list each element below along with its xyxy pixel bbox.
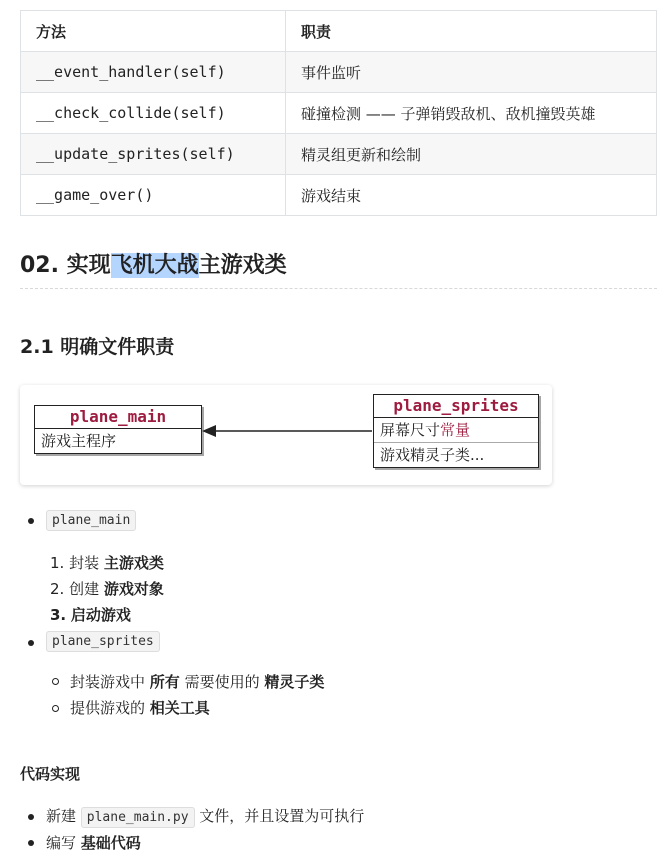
sub-text: 提供游戏的: [70, 699, 150, 717]
ordered-item: [50, 604, 131, 625]
plane-sprites-box: [373, 394, 539, 468]
ordered-bold: 游戏对象: [103, 580, 164, 598]
constant-text: 常量: [440, 421, 471, 439]
sub-text: 封装游戏中: [70, 673, 150, 691]
inline-code: plane_sprites: [46, 631, 160, 652]
table-header-row: [21, 11, 657, 52]
ordered-number: 3.: [50, 606, 67, 624]
plane-main-box-line: 游戏主程序: [41, 432, 117, 450]
table-row: [21, 93, 657, 134]
plane-main-box: [34, 405, 202, 454]
ordered-text: 创建: [69, 580, 104, 598]
method-cell: __update_sprites(self): [21, 134, 286, 175]
item-text: 文件，并且设置为可执行: [194, 807, 365, 825]
section-title: [20, 248, 287, 279]
section-divider: [20, 288, 657, 289]
item-text: 新建: [46, 807, 81, 825]
bullet: [28, 814, 34, 820]
header-duty: 职责: [286, 11, 657, 52]
duty-cell: 精灵组更新和绘制: [286, 134, 657, 175]
duty-cell: 碰撞检测 —— 子弹销毁敌机、敌机撞毁英雄: [286, 93, 657, 134]
duty-cell: 事件监听: [286, 52, 657, 93]
plane-sprites-box-line-1: [374, 418, 538, 442]
sub-bold: 精灵子类: [264, 673, 325, 691]
ordered-number: 2.: [50, 580, 65, 598]
code-section-title: 代码实现: [20, 765, 81, 783]
item-text: 编写: [46, 834, 81, 852]
sub-list-item: [70, 697, 210, 718]
inline-code: plane_main: [46, 510, 136, 531]
subsection-title: 2.1 明确文件职责: [20, 336, 175, 358]
ordered-item: [50, 552, 164, 573]
list-item: [46, 832, 141, 853]
plane-sprites-box-line-2: 游戏精灵子类...: [374, 442, 538, 467]
ordered-number: 1.: [50, 554, 65, 572]
method-cell: __event_handler(self): [21, 52, 286, 93]
list-item: [46, 510, 136, 528]
ordered-text: 封装: [69, 554, 104, 572]
section-title-suffix: 主游戏类: [198, 253, 287, 278]
dependency-arrow: [200, 421, 374, 441]
list-item: [46, 631, 160, 649]
ordered-bold: 主游戏类: [103, 554, 164, 572]
hollow-bullet: [52, 705, 59, 712]
method-cell: __check_collide(self): [21, 93, 286, 134]
bullet: [28, 640, 34, 646]
table-row: [21, 52, 657, 93]
bullet: [28, 840, 34, 846]
plane-main-box-title: plane_main: [35, 406, 201, 429]
bullet: [28, 518, 34, 524]
duty-cell: 游戏结束: [286, 175, 657, 216]
file-responsibility-diagram: [20, 385, 552, 485]
screen-size-text: 屏幕尺寸: [380, 421, 441, 439]
sub-list-item: [70, 671, 324, 692]
inline-code: plane_main.py: [81, 807, 195, 828]
item-bold: 基础代码: [80, 834, 141, 852]
sub-bold: 相关工具: [149, 699, 210, 717]
header-method: 方法: [21, 11, 286, 52]
sub-bold: 所有: [149, 673, 180, 691]
plane-sprites-box-title: plane_sprites: [374, 395, 538, 418]
table-row: [21, 134, 657, 175]
ordered-bold: 启动游戏: [70, 606, 131, 624]
section-title-prefix: 02. 实现: [20, 253, 111, 278]
hollow-bullet: [52, 678, 59, 685]
ordered-item: [50, 578, 164, 599]
list-item: [46, 805, 364, 826]
selected-text[interactable]: 飞机大战: [110, 253, 199, 278]
sub-text: 需要使用的: [179, 673, 265, 691]
method-cell: __game_over(): [21, 175, 286, 216]
methods-table: [20, 10, 657, 216]
table-row: [21, 175, 657, 216]
